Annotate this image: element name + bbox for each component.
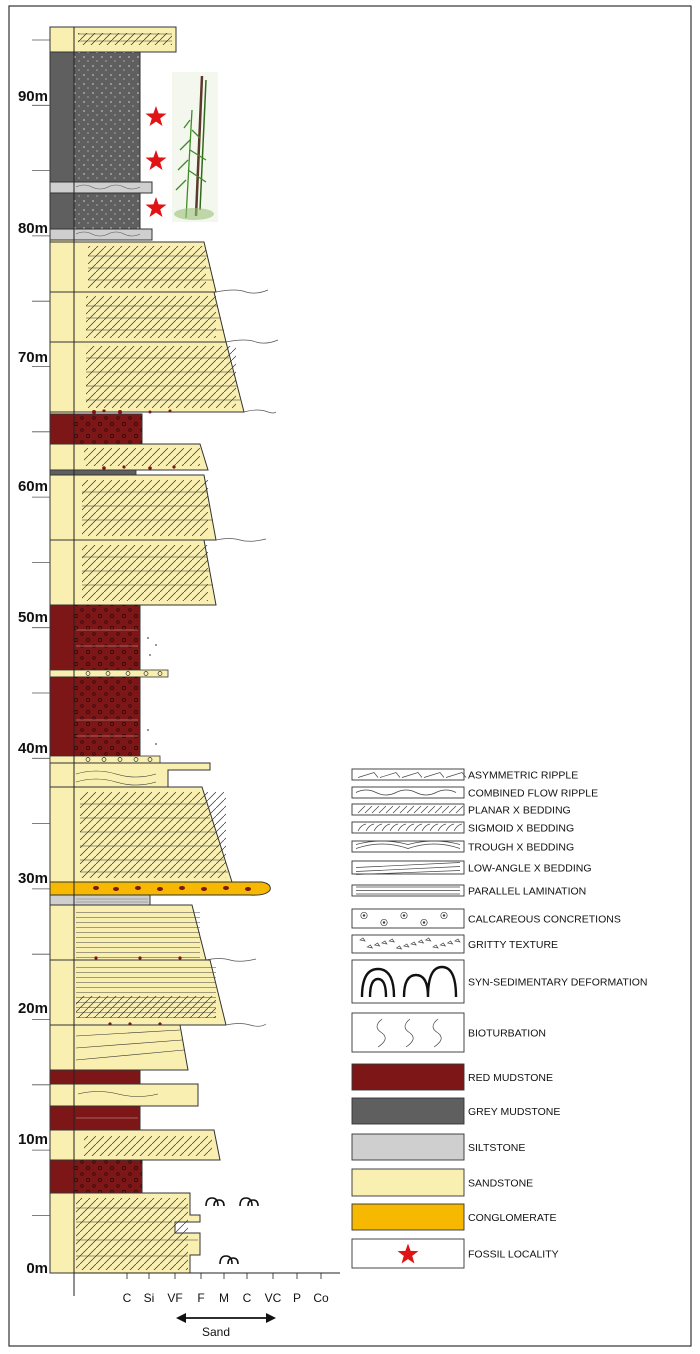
legend-swatch xyxy=(352,1169,464,1196)
legend xyxy=(352,769,648,1268)
depth-label: 20m xyxy=(17,1000,48,1017)
depth-labels xyxy=(18,88,48,1277)
legend-swatch xyxy=(352,841,464,852)
legend-item-silt xyxy=(352,1134,525,1160)
lithology-beds xyxy=(50,27,278,1273)
legend-item-sand xyxy=(352,1169,533,1196)
fossil-star-85m xyxy=(146,150,167,170)
legend-label: TROUGH X BEDDING xyxy=(468,841,575,854)
legend-item-conglomerate xyxy=(352,1204,556,1230)
legend-item-gritty xyxy=(352,935,558,953)
deformation-symbols xyxy=(206,1198,258,1264)
legend-label: GREY MUDSTONE xyxy=(468,1106,561,1118)
legend-item-trough xyxy=(352,841,574,854)
legend-label: COMBINED FLOW RIPPLE xyxy=(468,787,599,800)
depth-label: 90m xyxy=(17,88,48,105)
legend-swatch xyxy=(352,1134,464,1160)
grain-size-label: Si xyxy=(143,1291,155,1305)
legend-label: CONGLOMERATE xyxy=(468,1212,557,1224)
bed-siltstone-28 xyxy=(50,895,150,905)
legend-swatch xyxy=(352,787,464,798)
legend-swatch xyxy=(352,769,464,780)
fossil-stars xyxy=(146,106,167,217)
bed-grey-texture xyxy=(74,52,140,182)
legend-item-planar xyxy=(352,804,571,817)
grain-size-label: VF xyxy=(167,1291,183,1305)
grain-size-label: C xyxy=(122,1291,132,1305)
legend-label: SILTSTONE xyxy=(468,1142,526,1154)
legend-label: CALCAREOUS CONCRETIONS xyxy=(468,913,621,926)
depth-label: 70m xyxy=(17,349,48,366)
depth-label: 40m xyxy=(17,740,48,757)
depth-label: 80m xyxy=(17,220,48,237)
legend-swatch xyxy=(352,1064,464,1090)
bed-siltstone xyxy=(50,182,152,193)
legend-label: RED MUDSTONE xyxy=(468,1072,553,1084)
plant-fossil-image xyxy=(172,72,218,222)
grain-size-labels xyxy=(123,1273,329,1305)
sand-label: Sand xyxy=(201,1325,231,1339)
bed-concretion-46 xyxy=(50,670,168,677)
legend-item-lowangle xyxy=(352,861,592,875)
legend-item-grey xyxy=(352,1098,560,1124)
legend-swatch xyxy=(352,909,464,928)
fossil-star-88m xyxy=(146,106,167,126)
legend-item-asym xyxy=(352,769,578,782)
depth-ticks xyxy=(32,40,50,1215)
legend-item-star xyxy=(352,1239,559,1268)
legend-swatch xyxy=(352,935,464,953)
legend-item-deformation xyxy=(352,960,648,1003)
legend-item-bioturbation xyxy=(352,1013,546,1052)
legend-item-concretions xyxy=(352,909,621,928)
legend-label: PLANAR X BEDDING xyxy=(468,804,571,817)
legend-label: PARALLEL LAMINATION xyxy=(468,885,587,898)
grain-size-label: P xyxy=(292,1291,302,1305)
grain-size-label: Co xyxy=(313,1291,329,1305)
legend-swatch xyxy=(352,1204,464,1230)
fossil-star-82m xyxy=(146,197,167,217)
grain-size-label: F xyxy=(197,1291,205,1305)
bed-red-mudstone-15 xyxy=(50,1070,140,1084)
depth-label: 0m xyxy=(26,1260,48,1277)
legend-label: SYN-SEDIMENTARY DEFORMATION xyxy=(468,976,648,989)
depth-label: 30m xyxy=(17,870,48,887)
legend-label: SANDSTONE xyxy=(468,1177,534,1190)
bed-sandstone-17 xyxy=(50,1025,188,1070)
grain-size-label: VC xyxy=(264,1291,282,1305)
legend-swatch xyxy=(352,1098,464,1124)
legend-swatch xyxy=(352,1013,464,1052)
grain-size-label: M xyxy=(219,1291,229,1305)
depth-label: 50m xyxy=(17,609,48,626)
sand-range-arrow xyxy=(176,1313,276,1339)
legend-label: ASYMMETRIC RIPPLE xyxy=(468,769,579,782)
legend-item-combined xyxy=(352,787,598,800)
bed-planar-fill xyxy=(78,33,172,45)
bed-siltstone-base xyxy=(50,229,152,240)
legend-label: FOSSIL LOCALITY xyxy=(468,1248,559,1261)
legend-swatch xyxy=(352,960,464,1003)
legend-label: LOW-ANGLE X BEDDING xyxy=(468,862,592,875)
depth-label: 60m xyxy=(17,478,48,495)
bed-grey-thin-61 xyxy=(50,470,136,475)
legend-label: GRITTY TEXTURE xyxy=(468,939,559,951)
legend-label: SIGMOID X BEDDING xyxy=(468,822,575,835)
depth-label: 10m xyxy=(17,1131,48,1148)
legend-item-parallel xyxy=(352,885,586,898)
legend-item-red xyxy=(352,1064,553,1090)
legend-label: BIOTURBATION xyxy=(468,1027,546,1040)
legend-item-sigmoid xyxy=(352,822,574,835)
grain-size-label: C xyxy=(242,1291,252,1305)
